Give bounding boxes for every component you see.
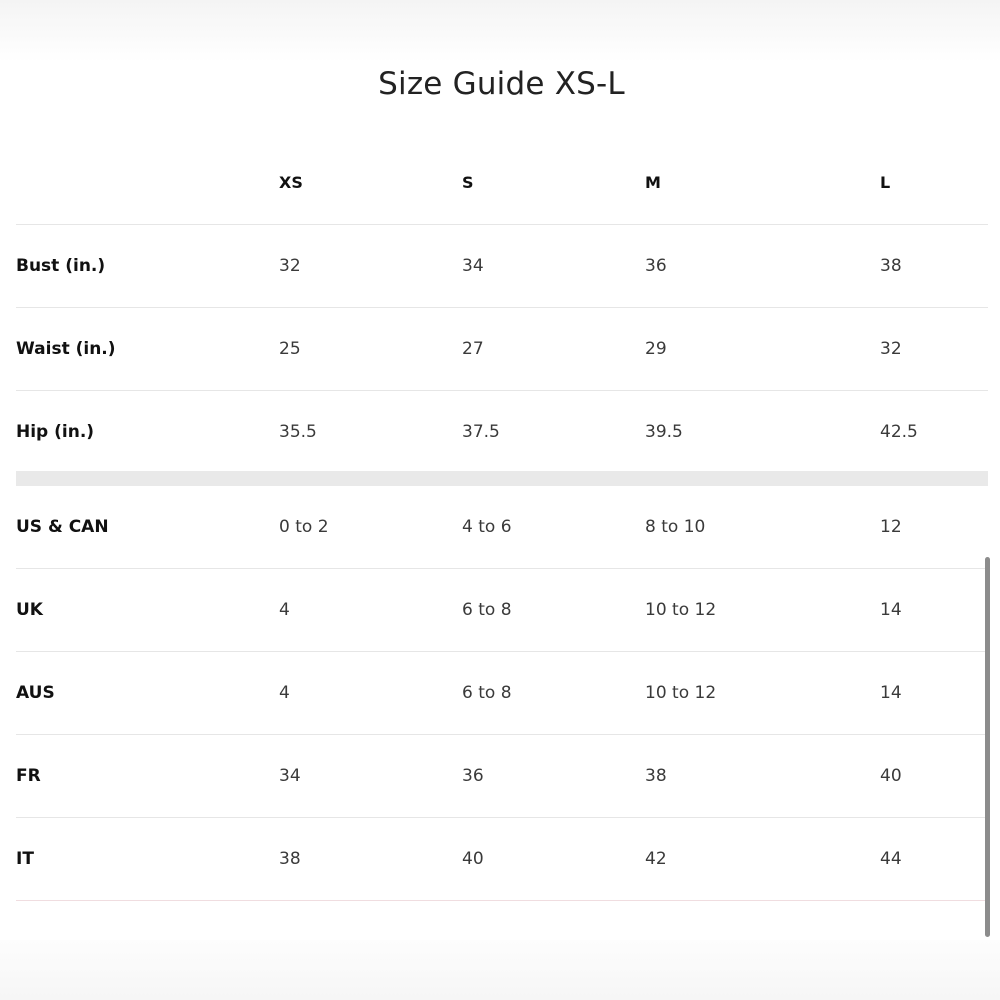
- table-cell: 4: [279, 600, 290, 620]
- table-cell: 12: [880, 517, 902, 537]
- table-cell: 32: [880, 339, 902, 359]
- table-cell: 35.5: [279, 422, 317, 442]
- table-row-waist: [16, 308, 988, 391]
- table-row-fr: [16, 735, 988, 818]
- row-label: IT: [16, 849, 34, 869]
- column-header-l: L: [880, 173, 891, 192]
- table-cell: 4 to 6: [462, 517, 512, 537]
- table-row-it: [16, 818, 988, 901]
- table-cell: 10 to 12: [645, 683, 717, 703]
- section-divider: [16, 471, 988, 486]
- table-cell: 42.5: [880, 422, 918, 442]
- table-cell: 29: [645, 339, 667, 359]
- column-header-s: S: [462, 173, 474, 192]
- table-cell: 39.5: [645, 422, 683, 442]
- table-row-uk: [16, 569, 988, 652]
- table-cell: 44: [880, 849, 902, 869]
- column-header-m: M: [645, 173, 661, 192]
- page-title: Size Guide XS-L: [378, 66, 625, 102]
- vertical-scrollbar[interactable]: [985, 557, 990, 937]
- table-cell: 36: [645, 256, 667, 276]
- size-guide-table: [16, 142, 988, 901]
- table-cell: 0 to 2: [279, 517, 329, 537]
- row-label: Waist (in.): [16, 339, 116, 359]
- table-row-aus: [16, 652, 988, 735]
- table-cell: 38: [880, 256, 902, 276]
- table-cell: 34: [462, 256, 484, 276]
- top-shadow: [0, 0, 1000, 62]
- table-cell: 6 to 8: [462, 683, 512, 703]
- table-cell: 40: [462, 849, 484, 869]
- row-label: Bust (in.): [16, 256, 106, 276]
- table-row-us-can: [16, 486, 988, 569]
- row-label: AUS: [16, 683, 55, 703]
- table-cell: 14: [880, 683, 902, 703]
- table-cell: 34: [279, 766, 301, 786]
- row-label: US & CAN: [16, 517, 109, 537]
- table-cell: 8 to 10: [645, 517, 706, 537]
- table-row-hip: [16, 391, 988, 473]
- row-label: UK: [16, 600, 43, 620]
- table-header-row: [16, 142, 988, 225]
- table-cell: 25: [279, 339, 301, 359]
- table-cell: 36: [462, 766, 484, 786]
- table-cell: 32: [279, 256, 301, 276]
- table-cell: 27: [462, 339, 484, 359]
- row-label: Hip (in.): [16, 422, 95, 442]
- column-header-xs: XS: [279, 173, 303, 192]
- table-cell: 37.5: [462, 422, 500, 442]
- table-cell: 10 to 12: [645, 600, 717, 620]
- table-cell: 38: [645, 766, 667, 786]
- table-cell: 6 to 8: [462, 600, 512, 620]
- table-cell: 4: [279, 683, 290, 703]
- row-label: FR: [16, 766, 41, 786]
- table-row-bust: [16, 225, 988, 308]
- table-cell: 40: [880, 766, 902, 786]
- table-cell: 42: [645, 849, 667, 869]
- table-cell: 14: [880, 600, 902, 620]
- bottom-shadow: [0, 940, 1000, 1000]
- table-cell: 38: [279, 849, 301, 869]
